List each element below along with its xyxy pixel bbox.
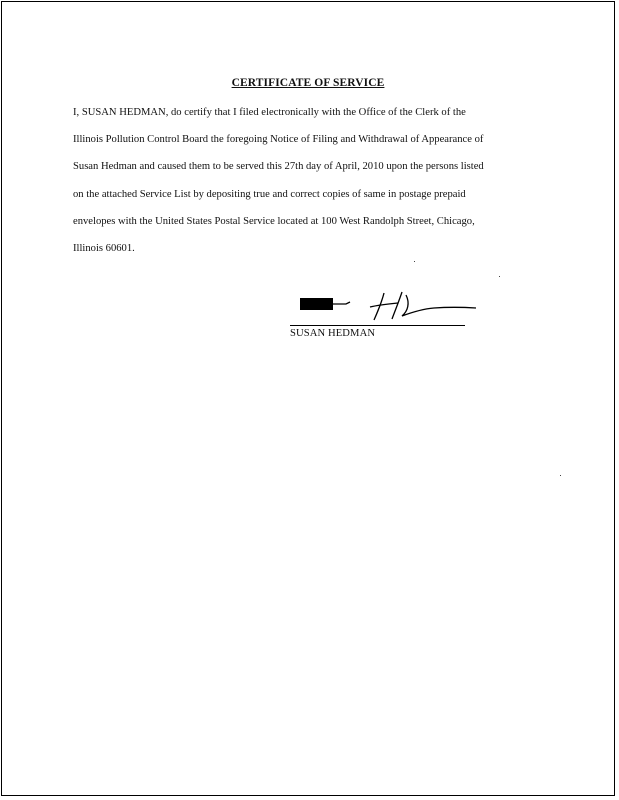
signature-line bbox=[290, 325, 465, 326]
redaction-block bbox=[300, 298, 333, 310]
document-page bbox=[1, 1, 615, 796]
signature-stroke bbox=[392, 292, 402, 319]
signature-stroke bbox=[374, 293, 384, 320]
signature-stroke bbox=[370, 303, 398, 307]
document-title: CERTIFICATE OF SERVICE bbox=[231, 77, 385, 89]
certification-paragraph: I, SUSAN HEDMAN, do certify that I filed electronically with the Office of the Clerk of the Illinois Pollution Control Board the foregoing Notice of Filing and Withdrawal of Appearance of Susan Hedman and caused them to be served this 27th day of April, 2010 upon the persons listed on the attached Service List by depositing true and correct copies of same in postage prepaid envelopes with the United States Postal Service located at 100 West Randolph Street, Chicago, Illinois 60601. bbox=[73, 107, 484, 255]
scan-speck bbox=[560, 475, 561, 476]
scan-speck bbox=[414, 261, 415, 262]
handwritten-signature bbox=[298, 289, 478, 325]
signer-name: SUSAN HEDMAN bbox=[290, 328, 376, 339]
scan-speck bbox=[499, 276, 500, 277]
signature-stroke bbox=[402, 295, 476, 316]
signature-stroke bbox=[333, 302, 350, 304]
